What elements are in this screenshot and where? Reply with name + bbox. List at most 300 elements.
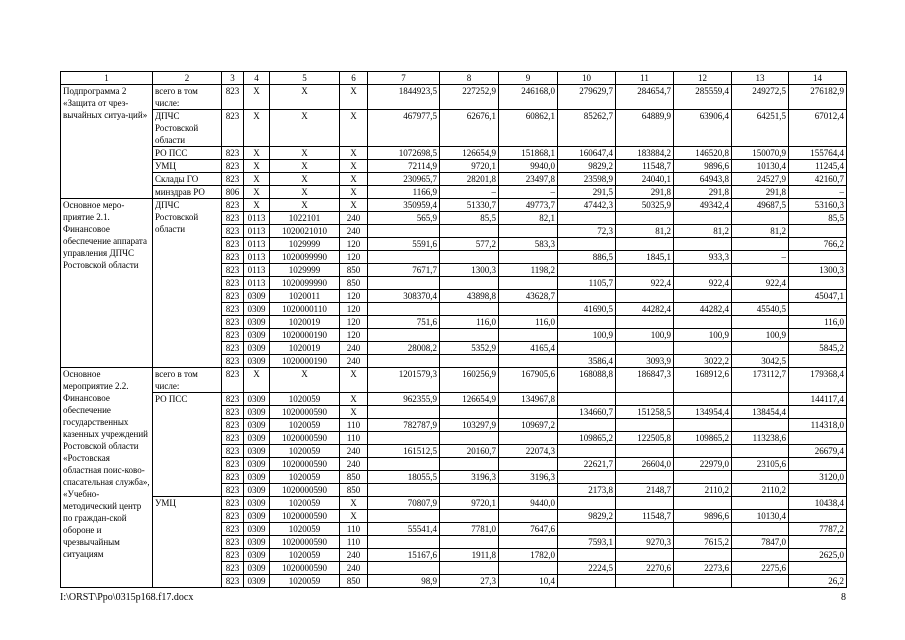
table-cell: 1166,9 (368, 186, 440, 199)
table-cell (732, 419, 789, 432)
table-cell: 823 (222, 510, 244, 523)
table-cell: 103297,9 (440, 419, 499, 432)
table-cell: 240 (340, 458, 368, 471)
table-cell: Х (244, 85, 270, 110)
table-cell: 27,3 (440, 575, 499, 588)
table-cell: 41690,5 (558, 303, 616, 316)
table-cell (732, 342, 789, 355)
table-cell: 146520,8 (674, 147, 732, 160)
table-cell (558, 212, 616, 225)
table-cell (368, 484, 440, 497)
table-row (61, 186, 847, 199)
table-cell: 308370,4 (368, 290, 440, 303)
table-cell: 751,6 (368, 316, 440, 329)
table-cell: 1300,3 (440, 264, 499, 277)
table-cell: 2173,8 (558, 484, 616, 497)
table-cell (368, 562, 440, 575)
table-cell (789, 251, 847, 264)
table-cell: Х (244, 147, 270, 160)
table-cell: Х (270, 199, 340, 212)
table-cell (616, 497, 674, 510)
table-cell: 22074,3 (499, 445, 558, 458)
table-cell: 1020099990 (270, 277, 340, 290)
table-cell: 1020011 (270, 290, 340, 303)
table-cell (732, 316, 789, 329)
table-cell: 26,2 (789, 575, 847, 588)
table-cell: 1029999 (270, 238, 340, 251)
executor-label: УМЦ (153, 497, 222, 588)
table-cell: 9896,6 (674, 510, 732, 523)
table-cell (558, 523, 616, 536)
table-cell: 120 (340, 303, 368, 316)
table-cell: 0309 (244, 432, 270, 445)
table-cell: 3196,3 (499, 471, 558, 484)
table-cell: 126654,9 (440, 147, 499, 160)
table-cell: 823 (222, 458, 244, 471)
table-cell: 823 (222, 329, 244, 342)
table-cell (616, 549, 674, 562)
table-cell (616, 290, 674, 303)
table-cell: 0309 (244, 290, 270, 303)
table-cell: Х (340, 406, 368, 419)
table-cell: 1020000590 (270, 432, 340, 445)
table-cell (440, 329, 499, 342)
table-cell: 823 (222, 484, 244, 497)
table-cell (789, 562, 847, 575)
table-cell: 44282,4 (674, 303, 732, 316)
table-cell: 28201,8 (440, 173, 499, 186)
table-cell: 81,2 (674, 225, 732, 238)
table-cell: 962355,9 (368, 393, 440, 406)
table-cell: 5591,6 (368, 238, 440, 251)
table-cell: 9270,3 (616, 536, 674, 549)
table-cell: Х (270, 110, 340, 147)
table-cell (616, 575, 674, 588)
table-cell: 240 (340, 342, 368, 355)
table-cell: 0113 (244, 277, 270, 290)
table-cell: 1020000590 (270, 406, 340, 419)
table-cell: 823 (222, 110, 244, 147)
program-label: Подпрограмма 2 «Защита от чрез-вычайных ситуа-ций» (61, 85, 153, 199)
table-cell: 168088,8 (558, 368, 616, 393)
table-cell: 7647,6 (499, 523, 558, 536)
table-cell: 60862,1 (499, 110, 558, 147)
executor-label: УМЦ (153, 160, 222, 173)
table-cell: 110 (340, 419, 368, 432)
table-cell: Х (340, 160, 368, 173)
table-cell (674, 419, 732, 432)
table-cell: 28008,2 (368, 342, 440, 355)
table-cell: 1022101 (270, 212, 340, 225)
table-cell: 120 (340, 329, 368, 342)
table-cell (732, 497, 789, 510)
table-cell: 0113 (244, 225, 270, 238)
table-cell: 9720,1 (440, 160, 499, 173)
table-cell: 179368,4 (789, 368, 847, 393)
table-cell: 109865,2 (674, 432, 732, 445)
table-cell: 850 (340, 471, 368, 484)
column-header: 1 (61, 72, 153, 85)
table-cell: – (440, 186, 499, 199)
table-cell: 249272,5 (732, 85, 789, 110)
table-cell: Х (340, 147, 368, 160)
table-cell: 1020000590 (270, 484, 340, 497)
table-cell: 2148,7 (616, 484, 674, 497)
table-cell: 116,0 (789, 316, 847, 329)
table-cell (789, 303, 847, 316)
table-cell: 3093,9 (616, 355, 674, 368)
table-cell: 823 (222, 199, 244, 212)
table-cell: 823 (222, 147, 244, 160)
table-cell: 1844923,5 (368, 85, 440, 110)
table-cell (368, 251, 440, 264)
table-cell (789, 277, 847, 290)
table-cell: 26679,4 (789, 445, 847, 458)
table-cell: 276182,9 (789, 85, 847, 110)
table-cell: 173112,7 (732, 368, 789, 393)
table-cell: Х (244, 173, 270, 186)
column-header: 12 (674, 72, 732, 85)
table-cell (499, 536, 558, 549)
table-cell: 43898,8 (440, 290, 499, 303)
table-cell (440, 458, 499, 471)
table-cell: 53160,3 (789, 199, 847, 212)
table-cell: 1020059 (270, 471, 340, 484)
table-cell: 150070,9 (732, 147, 789, 160)
table-cell (368, 510, 440, 523)
table-cell: 9440,0 (499, 497, 558, 510)
table-row (61, 110, 847, 147)
table-cell: 0309 (244, 445, 270, 458)
column-header: 11 (616, 72, 674, 85)
table-cell: Х (270, 160, 340, 173)
table-cell: 823 (222, 173, 244, 186)
table-row (61, 160, 847, 173)
table-cell: 823 (222, 251, 244, 264)
table-cell (499, 303, 558, 316)
table-cell: 823 (222, 406, 244, 419)
table-cell: 1198,2 (499, 264, 558, 277)
footer-file-path: I:\ORST\Ppo\0315p168.f17.docx (60, 592, 194, 603)
table-cell (558, 471, 616, 484)
table-cell: 246168,0 (499, 85, 558, 110)
table-cell (558, 575, 616, 588)
table-cell: 45047,1 (789, 290, 847, 303)
budget-table (60, 71, 847, 588)
table-cell (732, 575, 789, 588)
table-cell: 4165,4 (499, 342, 558, 355)
table-row (61, 173, 847, 186)
table-cell: 110 (340, 523, 368, 536)
table-cell (789, 406, 847, 419)
table-cell: Х (270, 85, 340, 110)
table-cell (674, 445, 732, 458)
table-cell (368, 329, 440, 342)
column-header: 13 (732, 72, 789, 85)
table-cell: 0309 (244, 355, 270, 368)
table-cell: 565,9 (368, 212, 440, 225)
table-cell: 160256,9 (440, 368, 499, 393)
table-cell: 155764,4 (789, 147, 847, 160)
table-cell: 51330,7 (440, 199, 499, 212)
table-cell: 22979,0 (674, 458, 732, 471)
table-cell: 291,5 (558, 186, 616, 199)
table-cell: 850 (340, 484, 368, 497)
table-cell (499, 329, 558, 342)
table-cell: 160647,4 (558, 147, 616, 160)
table-cell: 2270,6 (616, 562, 674, 575)
table-cell: 782787,9 (368, 419, 440, 432)
table-cell: 2625,0 (789, 549, 847, 562)
column-header: 2 (153, 72, 222, 85)
table-cell: 7671,7 (368, 264, 440, 277)
table-cell: 3586,4 (558, 355, 616, 368)
table-cell: 116,0 (440, 316, 499, 329)
table-cell: 823 (222, 432, 244, 445)
executor-label: минздрав РО (153, 186, 222, 199)
table-cell: 2275,6 (732, 562, 789, 575)
table-row (61, 368, 847, 393)
table-cell: 64943,8 (674, 173, 732, 186)
table-cell: 5352,9 (440, 342, 499, 355)
table-cell: 230965,7 (368, 173, 440, 186)
table-cell: 23598,9 (558, 173, 616, 186)
table-cell: 284654,7 (616, 85, 674, 110)
table-cell: 922,4 (616, 277, 674, 290)
table-cell: Х (244, 160, 270, 173)
table-cell: 85,5 (440, 212, 499, 225)
table-cell (440, 355, 499, 368)
table-cell: 122505,8 (616, 432, 674, 445)
executor-label: ДПЧС Ростовской области (153, 110, 222, 147)
table-cell: 1020000590 (270, 536, 340, 549)
table-cell: 20160,7 (440, 445, 499, 458)
table-cell: 1020019 (270, 316, 340, 329)
table-cell: 1020059 (270, 393, 340, 406)
table-cell: 1845,1 (616, 251, 674, 264)
table-cell (440, 432, 499, 445)
table-cell (499, 562, 558, 575)
table-cell: 100,9 (558, 329, 616, 342)
table-cell (368, 303, 440, 316)
table-cell (499, 432, 558, 445)
column-header: 4 (244, 72, 270, 85)
table-cell: 26604,0 (616, 458, 674, 471)
table-cell: 50325,9 (616, 199, 674, 212)
table-cell: 0309 (244, 458, 270, 471)
table-cell: 45540,5 (732, 303, 789, 316)
table-cell: 823 (222, 471, 244, 484)
table-cell: 49342,4 (674, 199, 732, 212)
table-cell (732, 523, 789, 536)
table-cell: 1020059 (270, 419, 340, 432)
table-cell (732, 393, 789, 406)
table-cell: 10438,4 (789, 497, 847, 510)
table-cell (368, 355, 440, 368)
table-cell (789, 225, 847, 238)
table-cell: 1105,7 (558, 277, 616, 290)
table-cell (674, 290, 732, 303)
table-cell: 85262,7 (558, 110, 616, 147)
program-label: Основное мероприятие 2.2. Финансовое обеспечение государственных казенных учреждений Ростовской области «Ростовская областная поис-ково-спасательная служба», «Учебно-методический центр по граждан-ской обороне и чрезвычайным ситуациям (61, 368, 153, 588)
table-cell: 240 (340, 355, 368, 368)
table-cell: 850 (340, 575, 368, 588)
table-cell: 823 (222, 368, 244, 393)
column-header: 8 (440, 72, 499, 85)
executor-label: Склады ГО (153, 173, 222, 186)
table-cell: 98,9 (368, 575, 440, 588)
table-cell: 82,1 (499, 212, 558, 225)
table-cell: 823 (222, 238, 244, 251)
table-cell: 850 (340, 277, 368, 290)
table-cell (616, 212, 674, 225)
table-cell: 823 (222, 419, 244, 432)
table-cell: 1020019 (270, 342, 340, 355)
table-cell: 10130,4 (732, 160, 789, 173)
table-cell: 100,9 (674, 329, 732, 342)
table-cell (674, 342, 732, 355)
table-cell (368, 225, 440, 238)
table-cell: Х (244, 368, 270, 393)
table-cell: 100,9 (616, 329, 674, 342)
table-cell: 1020000590 (270, 458, 340, 471)
table-cell: 126654,9 (440, 393, 499, 406)
table-cell: 3022,2 (674, 355, 732, 368)
table-cell: 1911,8 (440, 549, 499, 562)
table-cell (732, 471, 789, 484)
table-cell: 110 (340, 536, 368, 549)
table-cell: 0309 (244, 575, 270, 588)
table-cell: 47442,3 (558, 199, 616, 212)
table-cell (789, 536, 847, 549)
table-cell (789, 484, 847, 497)
table-cell: 285559,4 (674, 85, 732, 110)
table-cell (558, 264, 616, 277)
table-cell: Х (244, 199, 270, 212)
table-cell: 823 (222, 225, 244, 238)
executor-label: РО ПСС (153, 393, 222, 497)
table-cell: Х (340, 393, 368, 406)
table-row (61, 199, 847, 212)
table-cell: Х (340, 186, 368, 199)
table-cell (499, 510, 558, 523)
table-cell: 0309 (244, 471, 270, 484)
table-cell (440, 406, 499, 419)
table-cell (616, 316, 674, 329)
table-cell (368, 536, 440, 549)
table-cell: – (499, 186, 558, 199)
table-cell: 240 (340, 562, 368, 575)
table-cell: 11548,7 (616, 160, 674, 173)
table-cell (368, 406, 440, 419)
table-cell: 806 (222, 186, 244, 199)
table-cell: 151868,1 (499, 147, 558, 160)
table-cell: 49773,7 (499, 199, 558, 212)
column-header: 7 (368, 72, 440, 85)
header-row (61, 72, 847, 85)
table-cell: 120 (340, 251, 368, 264)
table-row (61, 147, 847, 160)
table-cell: 1029999 (270, 264, 340, 277)
table-cell: Х (270, 173, 340, 186)
table-cell: Х (340, 85, 368, 110)
table-cell: 1782,0 (499, 549, 558, 562)
table-cell (616, 238, 674, 251)
table-cell (558, 290, 616, 303)
table-cell (440, 562, 499, 575)
table-cell: 240 (340, 212, 368, 225)
table-cell: Х (270, 186, 340, 199)
table-cell (674, 549, 732, 562)
table-cell: 134660,7 (558, 406, 616, 419)
table-cell: 120 (340, 316, 368, 329)
table-cell: 161512,5 (368, 445, 440, 458)
table-cell (674, 497, 732, 510)
table-cell: 823 (222, 290, 244, 303)
table-cell (499, 251, 558, 264)
table-cell (558, 393, 616, 406)
table-cell: 49687,5 (732, 199, 789, 212)
table-cell (732, 238, 789, 251)
table-cell (558, 445, 616, 458)
column-header: 14 (789, 72, 847, 85)
table-cell: 1020059 (270, 445, 340, 458)
table-cell: Х (340, 173, 368, 186)
table-cell: Х (340, 510, 368, 523)
table-cell: 1020000590 (270, 562, 340, 575)
table-cell: 23497,8 (499, 173, 558, 186)
table-cell: 23105,6 (732, 458, 789, 471)
table-cell: 81,2 (732, 225, 789, 238)
table-cell: 24527,9 (732, 173, 789, 186)
table-cell: 9829,2 (558, 510, 616, 523)
table-cell (616, 471, 674, 484)
table-cell: 3196,3 (440, 471, 499, 484)
table-cell: 823 (222, 212, 244, 225)
table-cell (499, 458, 558, 471)
table-cell: 0309 (244, 419, 270, 432)
table-cell (499, 484, 558, 497)
table-cell: 0309 (244, 549, 270, 562)
table-cell: 114318,0 (789, 419, 847, 432)
table-cell: 1201579,3 (368, 368, 440, 393)
table-cell: 1020000110 (270, 303, 340, 316)
table-cell: 823 (222, 160, 244, 173)
table-row (61, 393, 847, 406)
table-cell: 823 (222, 393, 244, 406)
table-cell (558, 342, 616, 355)
table-cell: 24040,1 (616, 173, 674, 186)
table-cell: Х (270, 368, 340, 393)
table-cell (499, 406, 558, 419)
table-cell: 823 (222, 536, 244, 549)
table-cell: 44282,4 (616, 303, 674, 316)
table-cell: 72114,9 (368, 160, 440, 173)
table-cell (499, 277, 558, 290)
table-cell: 577,2 (440, 238, 499, 251)
table-cell: 823 (222, 575, 244, 588)
table-cell: 10,4 (499, 575, 558, 588)
table-cell: 43628,7 (499, 290, 558, 303)
table-cell: 109865,2 (558, 432, 616, 445)
table-cell: 240 (340, 549, 368, 562)
table-cell: 1020059 (270, 523, 340, 536)
table-cell (440, 277, 499, 290)
table-cell: 168912,6 (674, 368, 732, 393)
table-cell (674, 316, 732, 329)
table-cell (732, 264, 789, 277)
table-cell: 850 (340, 264, 368, 277)
